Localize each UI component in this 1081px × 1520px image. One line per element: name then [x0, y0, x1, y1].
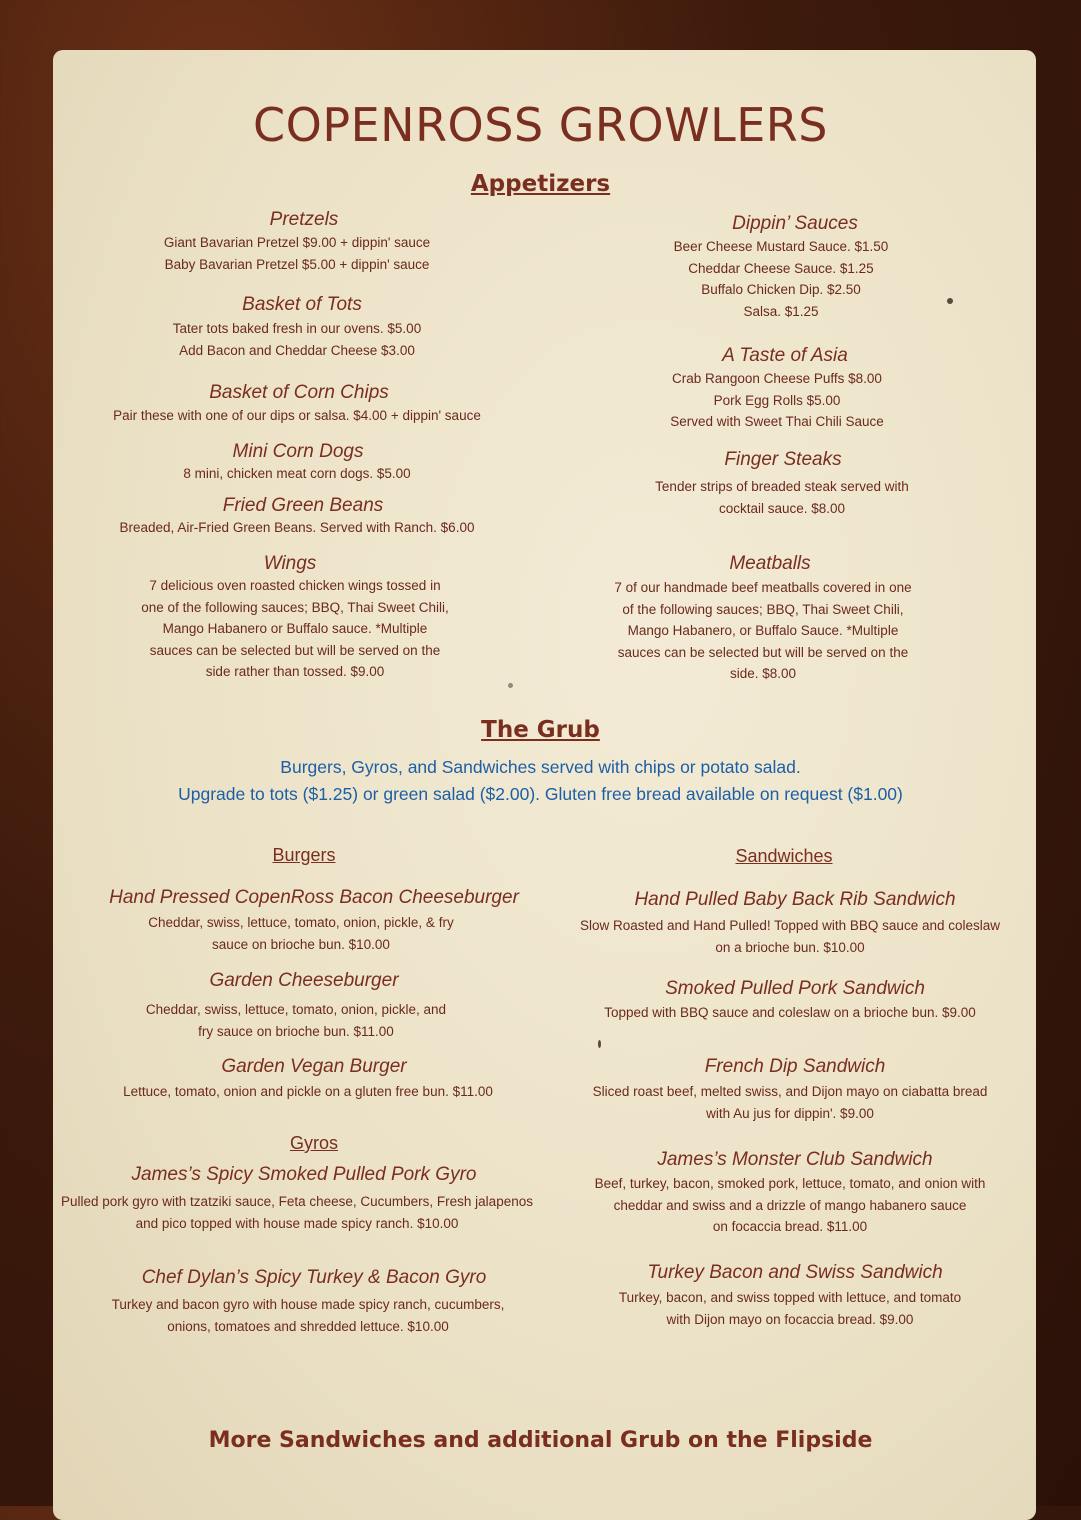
grub-heading: The Grub — [481, 717, 600, 743]
note-line: Burgers, Gyros, and Sandwiches served with chips or potato salad. — [280, 757, 801, 777]
item-description — [560, 915, 1020, 958]
item-name: Turkey Bacon and Swiss Sandwich — [647, 1262, 943, 1283]
item-name: Mini Corn Dogs — [232, 441, 364, 462]
item-name: Garden Cheeseburger — [209, 970, 399, 991]
item-name: Wings — [263, 553, 317, 574]
grub-note — [0, 754, 1081, 808]
item-description — [100, 405, 494, 427]
item-name: Meatballs — [729, 553, 811, 574]
description-line: on focaccia bread. $11.00 — [712, 1219, 868, 1234]
description-line: sauces can be selected but will be served on the — [149, 642, 441, 658]
description-line: Mango Habanero or Buffalo sauce. *Multiple — [162, 621, 428, 636]
item-description — [100, 575, 490, 683]
restaurant-title: COPENROSS GROWLERS — [253, 98, 828, 152]
description-line: Buffalo Chicken Dip. $2.50 — [701, 282, 861, 297]
description-line: Cheddar, swiss, lettuce, tomato, onion, pickle, and — [145, 1002, 447, 1017]
item-name: Chef Dylan’s Spicy Turkey & Bacon Gyro — [141, 1267, 487, 1288]
item-name: James’s Spicy Smoked Pulled Pork Gyro — [131, 1164, 477, 1185]
note-line: Upgrade to tots ($1.25) or green salad ($2.00). Gluten free bread available on request ($1.00) — [178, 784, 903, 804]
description-line: 8 mini, chicken meat corn dogs. $5.00 — [183, 466, 411, 481]
description-line: Beer Cheese Mustard Sauce. $1.50 — [673, 239, 889, 254]
description-line: of the following sauces; BBQ, Thai Sweet Chili, — [622, 601, 904, 617]
item-description — [560, 1173, 1020, 1238]
description-line: Turkey, bacon, and swiss topped with lettuce, and tomato — [618, 1290, 962, 1305]
description-line: Baby Bavarian Pretzel $5.00 + dippin' sauce — [164, 256, 430, 272]
item-description — [80, 1294, 536, 1337]
description-line: Cheddar Cheese Sauce. $1.25 — [688, 260, 874, 276]
item-description — [560, 1287, 1020, 1330]
item-name: Hand Pulled Baby Back Rib Sandwich — [634, 889, 956, 910]
item-description — [100, 517, 494, 539]
description-line: with Dijon mayo on focaccia bread. $9.00 — [666, 1311, 914, 1327]
description-line: Sliced roast beef, melted swiss, and Dijon mayo on ciabatta bread — [592, 1084, 988, 1099]
description-line: 7 delicious oven roasted chicken wings tossed in — [149, 578, 441, 593]
appetizers-heading: Appetizers — [470, 171, 611, 197]
item-name: A Taste of Asia — [722, 345, 848, 366]
description-line: Breaded, Air-Fried Green Beans. Served with Ranch. $6.00 — [119, 520, 475, 535]
item-description — [100, 318, 494, 361]
sandwiches-heading: Sandwiches — [735, 846, 833, 866]
item-description — [95, 999, 497, 1042]
description-line: with Au jus for dippin'. $9.00 — [706, 1105, 874, 1121]
description-line: Cheddar, swiss, lettuce, tomato, onion, pickle, & fry — [148, 915, 454, 930]
description-line: cheddar and swiss and a drizzle of mango habanero sauce — [613, 1197, 967, 1213]
item-description — [576, 236, 986, 322]
paper-speck — [508, 683, 513, 688]
item-description — [100, 232, 494, 275]
item-name: Pretzels — [269, 209, 339, 230]
description-line: Pork Egg Rolls $5.00 — [713, 392, 841, 408]
item-name: James’s Monster Club Sandwich — [657, 1149, 933, 1170]
description-line: Crab Rangoon Cheese Puffs $8.00 — [672, 371, 882, 386]
item-description — [56, 1191, 538, 1234]
item-description — [100, 463, 494, 485]
item-name: Finger Steaks — [724, 449, 842, 470]
item-description — [100, 912, 502, 955]
item-description — [558, 577, 968, 685]
item-name: Garden Vegan Burger — [221, 1056, 407, 1077]
item-name: Basket of Corn Chips — [209, 382, 389, 403]
item-name: Fried Green Beans — [222, 495, 384, 516]
item-description — [577, 476, 987, 519]
flipside-footer: More Sandwiches and additional Grub on the Flipside — [208, 1428, 873, 1453]
item-name: Dippin’ Sauces — [732, 213, 858, 234]
description-line: side. $8.00 — [729, 666, 797, 681]
description-line: Pair these with one of our dips or salsa. $4.00 + dippin' sauce — [113, 408, 481, 423]
description-line: cocktail sauce. $8.00 — [718, 500, 846, 516]
description-line: Slow Roasted and Hand Pulled! Topped with BBQ sauce and coleslaw — [579, 918, 1000, 933]
paper-speck — [598, 1040, 601, 1048]
description-line: Giant Bavarian Pretzel $9.00 + dippin' sauce — [163, 235, 431, 250]
description-line: Add Bacon and Cheddar Cheese $3.00 — [179, 342, 415, 358]
item-name: Basket of Tots — [242, 294, 362, 315]
description-line: sauces can be selected but will be served on the — [617, 644, 909, 660]
description-line: side rather than tossed. $9.00 — [205, 664, 385, 679]
description-line: Turkey and bacon gyro with house made spicy ranch, cucumbers, — [111, 1297, 505, 1312]
description-line: one of the following sauces; BBQ, Thai Sweet Chili, — [141, 599, 449, 615]
description-line: Salsa. $1.25 — [743, 303, 819, 319]
item-name: Smoked Pulled Pork Sandwich — [665, 978, 925, 999]
description-line: Tater tots baked fresh in our ovens. $5.00 — [172, 321, 422, 336]
description-line: fry sauce on brioche bun. $11.00 — [198, 1023, 394, 1039]
description-line: Mango Habanero, or Buffalo Sauce. *Multiple — [627, 623, 899, 638]
description-line: Lettuce, tomato, onion and pickle on a gluten free bun. $11.00 — [123, 1084, 493, 1099]
description-line: onions, tomatoes and shredded lettuce. $10.00 — [167, 1318, 449, 1334]
description-line: and pico topped with house made spicy ranch. $10.00 — [135, 1215, 459, 1231]
description-line: Served with Sweet Thai Chili Sauce — [670, 414, 884, 429]
burgers-heading: Burgers — [272, 845, 336, 865]
item-name: French Dip Sandwich — [704, 1056, 886, 1077]
item-description — [560, 1081, 1020, 1124]
gyros-heading: Gyros — [289, 1133, 338, 1153]
item-description — [572, 368, 982, 433]
item-description — [560, 1002, 1020, 1024]
description-line: on a brioche bun. $10.00 — [715, 939, 865, 955]
item-description — [80, 1081, 536, 1103]
description-line: Pulled pork gyro with tzatziki sauce, Feta cheese, Cucumbers, Fresh jalapenos — [61, 1194, 533, 1209]
description-line: sauce on brioche bun. $10.00 — [212, 936, 390, 952]
description-line: Topped with BBQ sauce and coleslaw on a brioche bun. $9.00 — [604, 1005, 976, 1020]
description-line: 7 of our handmade beef meatballs covered in one — [614, 580, 912, 595]
description-line: Tender strips of breaded steak served with — [655, 479, 909, 494]
item-name: Hand Pressed CopenRoss Bacon Cheeseburger — [109, 887, 519, 908]
description-line: Beef, turkey, bacon, smoked pork, lettuce, tomato, and onion with — [594, 1176, 986, 1191]
